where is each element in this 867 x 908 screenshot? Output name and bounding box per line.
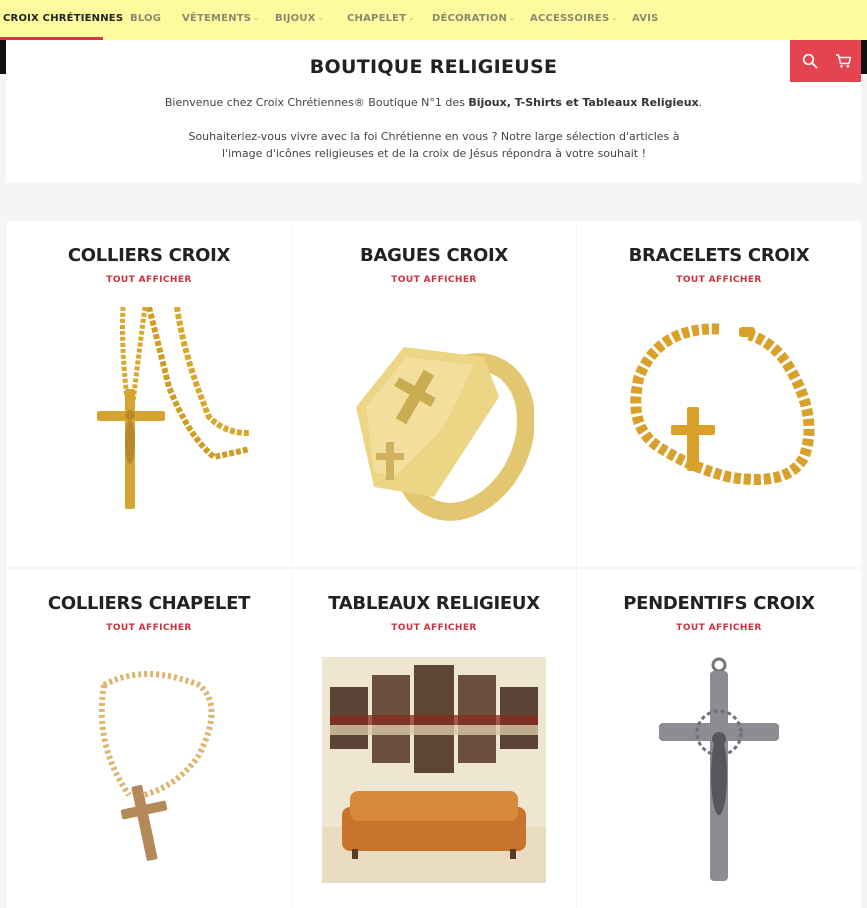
collection-image-bracelet[interactable]: [619, 307, 819, 537]
collection-title[interactable]: PENDENTIFS CROIX: [623, 593, 815, 614]
nav-item-chapelet[interactable]: [347, 0, 414, 40]
nav-item-avis[interactable]: [632, 0, 659, 40]
collection-title[interactable]: COLLIERS CHAPELET: [47, 593, 251, 614]
nav-item-decoration[interactable]: [432, 0, 515, 40]
collection-image-canvas[interactable]: [322, 657, 546, 883]
view-all-link[interactable]: TOUT AFFICHER: [676, 623, 762, 633]
intro-text-part: Bienvenue chez Croix Chrétiennes® Boutique N°1 des: [164, 96, 469, 109]
chevron-down-icon: ⌄: [611, 14, 618, 22]
search-icon: [802, 53, 818, 69]
collection-card[interactable]: [577, 221, 861, 567]
nav-label: DÉCORATION: [432, 13, 508, 24]
collection-card[interactable]: [292, 569, 576, 908]
intro-text-part: .: [698, 96, 703, 109]
view-all-link[interactable]: TOUT AFFICHER: [106, 623, 192, 633]
nav-item-vetements[interactable]: [182, 0, 259, 40]
nav-label: VÊTEMENTS: [182, 13, 252, 24]
collection-title[interactable]: TABLEAUX RELIGIEUX: [328, 593, 540, 614]
nav-item-accessoires[interactable]: [530, 0, 617, 40]
collection-card[interactable]: [292, 221, 576, 567]
view-all-link[interactable]: TOUT AFFICHER: [391, 275, 477, 285]
nav-label: CHAPELET: [347, 13, 407, 24]
collection-title[interactable]: BAGUES CROIX: [360, 245, 508, 266]
collection-card[interactable]: [7, 569, 291, 908]
chevron-down-icon: ⌄: [509, 14, 516, 22]
intro-welcome-text: [6, 96, 861, 109]
intro-section: [6, 40, 790, 183]
nav-label: BIJOUX: [275, 13, 316, 24]
nav-label: AVIS: [632, 13, 659, 24]
nav-label: BLOG: [130, 13, 162, 24]
collection-title[interactable]: BRACELETS CROIX: [628, 245, 810, 266]
search-button[interactable]: [792, 40, 827, 82]
collection-image-rosary[interactable]: [49, 655, 249, 885]
chevron-down-icon: ⌄: [408, 14, 415, 22]
intro-description: Souhaiteriez-vous vivre avec la foi Chrétienne en vous ? Notre large sélection d'articles à l'image d'icônes religieuses et de la croix de Jésus répondra à votre souhait !: [188, 130, 680, 160]
edge-strip: [861, 40, 867, 74]
view-all-link[interactable]: TOUT AFFICHER: [676, 275, 762, 285]
top-navigation: [0, 0, 867, 40]
collection-image-ring[interactable]: [334, 307, 534, 537]
nav-label: CROIX CHRÉTIENNES: [3, 13, 124, 24]
nav-item-blog[interactable]: [130, 0, 161, 40]
collection-image-necklace[interactable]: [49, 307, 249, 537]
intro-section-right: [790, 82, 861, 183]
intro-text-bold: Bijoux, T-Shirts et Tableaux Religieux: [468, 96, 699, 109]
view-all-link[interactable]: TOUT AFFICHER: [391, 623, 477, 633]
nav-item-croix-chretiennes[interactable]: [3, 0, 123, 40]
cart-icon: [835, 53, 852, 69]
cart-button[interactable]: [825, 40, 860, 82]
nav-label: ACCESSOIRES: [530, 13, 610, 24]
collection-image-pendant[interactable]: [619, 655, 819, 885]
collection-card[interactable]: [7, 221, 291, 567]
page-title: BOUTIQUE RELIGIEUSE: [309, 56, 558, 78]
chevron-down-icon: ⌄: [253, 14, 260, 22]
chevron-down-icon: ⌄: [317, 14, 324, 22]
view-all-link[interactable]: TOUT AFFICHER: [106, 275, 192, 285]
header-actions: [790, 40, 861, 82]
collection-card[interactable]: [577, 569, 861, 908]
nav-item-bijoux[interactable]: [275, 0, 324, 40]
collection-title[interactable]: COLLIERS CROIX: [67, 245, 231, 266]
